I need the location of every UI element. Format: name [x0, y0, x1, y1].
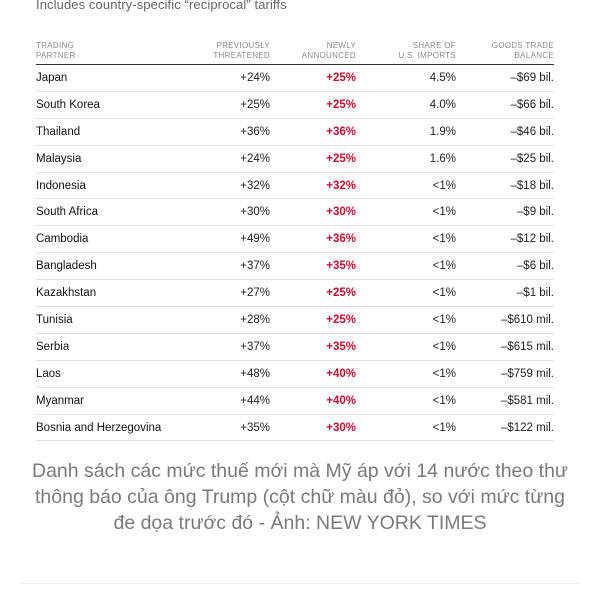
header-goods-trade-balance: GOODS TRADE BALANCE: [491, 41, 554, 60]
cell-partner: Japan: [36, 71, 68, 84]
cell-newly-announced: +35%: [326, 340, 356, 353]
cell-share-of-imports: 1.9%: [429, 125, 456, 138]
cell-share-of-imports: <1%: [432, 179, 456, 192]
cell-goods-trade-balance: –$610 mil.: [500, 313, 554, 326]
cell-newly-announced: +25%: [326, 152, 356, 165]
table-row: [36, 226, 554, 253]
cell-goods-trade-balance: –$18 bil.: [510, 179, 554, 192]
cell-newly-announced: +30%: [326, 206, 356, 219]
table-header: [36, 35, 554, 65]
cell-goods-trade-balance: –$615 mil.: [500, 340, 554, 353]
cell-partner: Indonesia: [36, 179, 86, 192]
cell-share-of-imports: <1%: [432, 340, 456, 353]
cell-previously-threatened: +35%: [240, 421, 270, 434]
cell-partner: Thailand: [36, 125, 81, 138]
cell-newly-announced: +25%: [326, 71, 356, 84]
table-row: [36, 361, 554, 388]
cell-goods-trade-balance: –$122 mil.: [500, 421, 554, 434]
cell-goods-trade-balance: –$9 bil.: [516, 206, 554, 219]
cell-goods-trade-balance: –$69 bil.: [510, 71, 554, 84]
cell-share-of-imports: <1%: [432, 394, 456, 407]
table-subtitle: Includes country-specific “reciprocal” tariffs: [36, 0, 287, 12]
cell-newly-announced: +35%: [326, 260, 356, 273]
cell-goods-trade-balance: –$66 bil.: [510, 98, 554, 111]
cell-partner: Bangladesh: [36, 260, 97, 273]
header-share-of-imports: SHARE OF U.S. IMPORTS: [398, 41, 456, 60]
table-row: [36, 415, 554, 442]
cell-goods-trade-balance: –$12 bil.: [510, 233, 554, 246]
cell-partner: Serbia: [36, 340, 70, 353]
cell-previously-threatened: +28%: [240, 313, 270, 326]
cell-previously-threatened: +27%: [240, 287, 270, 300]
cell-newly-announced: +40%: [326, 394, 356, 407]
cell-goods-trade-balance: –$25 bil.: [510, 152, 554, 165]
cell-partner: Malaysia: [36, 152, 82, 165]
table-row: [36, 253, 554, 280]
cell-partner: South Africa: [36, 206, 99, 219]
cell-newly-announced: +25%: [326, 98, 356, 111]
cell-partner: Tunisia: [36, 313, 73, 326]
cell-previously-threatened: +44%: [240, 394, 270, 407]
cell-share-of-imports: <1%: [432, 233, 456, 246]
cell-previously-threatened: +49%: [240, 233, 270, 246]
table-row: [36, 334, 554, 361]
table-row: [36, 146, 554, 173]
cell-share-of-imports: 4.0%: [429, 98, 456, 111]
cell-goods-trade-balance: –$581 mil.: [500, 394, 554, 407]
cell-newly-announced: +25%: [326, 287, 356, 300]
table-row: [36, 388, 554, 415]
table-row: [36, 307, 554, 334]
cell-goods-trade-balance: –$759 mil.: [500, 367, 554, 380]
cell-goods-trade-balance: –$46 bil.: [510, 125, 554, 138]
cell-share-of-imports: <1%: [432, 313, 456, 326]
cell-newly-announced: +32%: [326, 179, 356, 192]
cell-share-of-imports: 1.6%: [429, 152, 456, 165]
cell-previously-threatened: +24%: [240, 71, 270, 84]
tariff-table: [36, 35, 554, 441]
cell-previously-threatened: +37%: [240, 260, 270, 273]
table-row: [36, 92, 554, 119]
cell-partner: Cambodia: [36, 233, 89, 246]
table-body: [36, 65, 554, 441]
cell-partner: South Korea: [36, 98, 100, 111]
cell-partner: Laos: [36, 367, 61, 380]
cell-partner: Myanmar: [36, 394, 84, 407]
cell-newly-announced: +36%: [326, 125, 356, 138]
cell-goods-trade-balance: –$1 bil.: [516, 287, 554, 300]
cell-previously-threatened: +37%: [240, 340, 270, 353]
cell-previously-threatened: +25%: [240, 98, 270, 111]
table-row: [36, 199, 554, 226]
table-row: [36, 280, 554, 307]
header-previously-threatened: PREVIOUSLY THREATENED: [213, 41, 270, 60]
cell-newly-announced: +25%: [326, 313, 356, 326]
cell-share-of-imports: <1%: [432, 260, 456, 273]
cell-newly-announced: +30%: [326, 421, 356, 434]
cell-previously-threatened: +36%: [240, 125, 270, 138]
cell-previously-threatened: +24%: [240, 152, 270, 165]
cell-previously-threatened: +48%: [240, 367, 270, 380]
header-trading-partner: TRADING PARTNER: [36, 41, 76, 60]
cell-previously-threatened: +32%: [240, 179, 270, 192]
cell-newly-announced: +36%: [326, 233, 356, 246]
cell-previously-threatened: +30%: [240, 206, 270, 219]
cell-share-of-imports: <1%: [432, 367, 456, 380]
cell-share-of-imports: <1%: [432, 206, 456, 219]
table-row: [36, 173, 554, 200]
cell-share-of-imports: <1%: [432, 421, 456, 434]
cell-share-of-imports: <1%: [432, 287, 456, 300]
header-newly-announced: NEWLY ANNOUNCED: [301, 41, 356, 60]
cell-partner: Kazakhstan: [36, 287, 97, 300]
photo-caption: Danh sách các mức thuế mới mà Mỹ áp với 14 nước theo thư thông báo của ông Trump (cột chữ màu đỏ), so với mức từng đe dọa trước đó - Ảnh: NEW YORK TIMES: [32, 460, 568, 534]
divider: [20, 583, 580, 584]
table-row: [36, 119, 554, 146]
cell-partner: Bosnia and Herzegovina: [36, 421, 162, 434]
cell-share-of-imports: 4.5%: [429, 71, 456, 84]
cell-newly-announced: +40%: [326, 367, 356, 380]
table-row: [36, 65, 554, 92]
cell-goods-trade-balance: –$6 bil.: [516, 260, 554, 273]
